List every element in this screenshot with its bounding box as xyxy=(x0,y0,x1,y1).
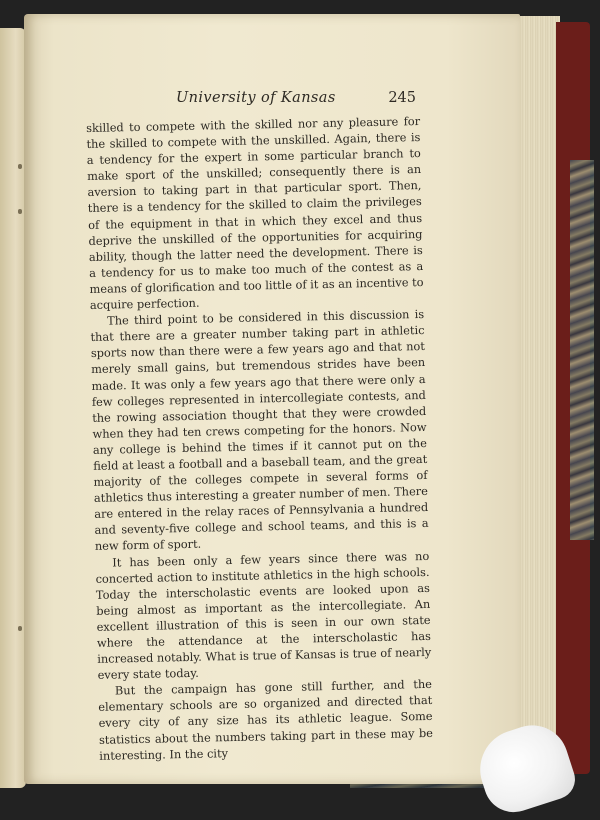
paragraph: It has been only a few years since there was no concerted action to institute athletics in the high schools. Today the interscholastic events are looked upon as being almost as important as the intercollegiate. An excellent illustration of this is seen in our own state where the attendance at the interscholastic has increased notably. What is true of Kansas is true of nearly every state today. xyxy=(95,548,432,683)
paragraph: The third point to be considered in this discussion is that there are a greater number taking part in athletic sports now than there were a few years ago and that not merely small gains, but tremendous strides have been made. It was only a few years ago that there were only a few colleges represented in intercollegiate contests, and the rowing association thought that they were crowded when they had ten crews competing for the honors. Now any college is behind the times if it cannot put on the field at least a football and a baseball team, and the great majority of the colleges compete in several forms of athletics thus interesting a greater number of men. There are entered in the relay races of Pennsylvania a hundred and seventy-five college and school teams, and this is a new form of sport. xyxy=(90,307,429,554)
marbled-endpaper xyxy=(570,160,594,540)
page-spot xyxy=(18,626,22,631)
page-spot xyxy=(18,209,22,214)
page-header xyxy=(176,90,416,110)
page-stack-edge xyxy=(516,16,560,776)
left-page-edge xyxy=(0,28,26,788)
page-number: 245 xyxy=(388,90,416,106)
body-text xyxy=(86,113,433,764)
page-spot xyxy=(18,164,22,169)
paragraph: skilled to compete with the skilled nor any pleasure for the skilled to compete with the unskilled. Again, there is a tendency for the expert in some particular branch to make sport of the unskilled; consequently there is an aversion to taking part in that particular sport. Then, there is a tendency for the skilled to claim the privileges of the equipment in that in which they excel and thus deprive the unskilled of the opportunities for acquiring ability, though the latter need the development. There is a tendency for us to make too much of the contest as a means of glorification and too little of it as an incentive to acquire perfection. xyxy=(86,114,424,312)
paragraph: But the campaign has gone still further, and the elementary schools are so organized and directed that every city of any size has its athletic league. Some statistics about the numbers taking part in these may be interesting. In the city xyxy=(98,677,434,763)
running-title: University of Kansas xyxy=(176,90,336,106)
